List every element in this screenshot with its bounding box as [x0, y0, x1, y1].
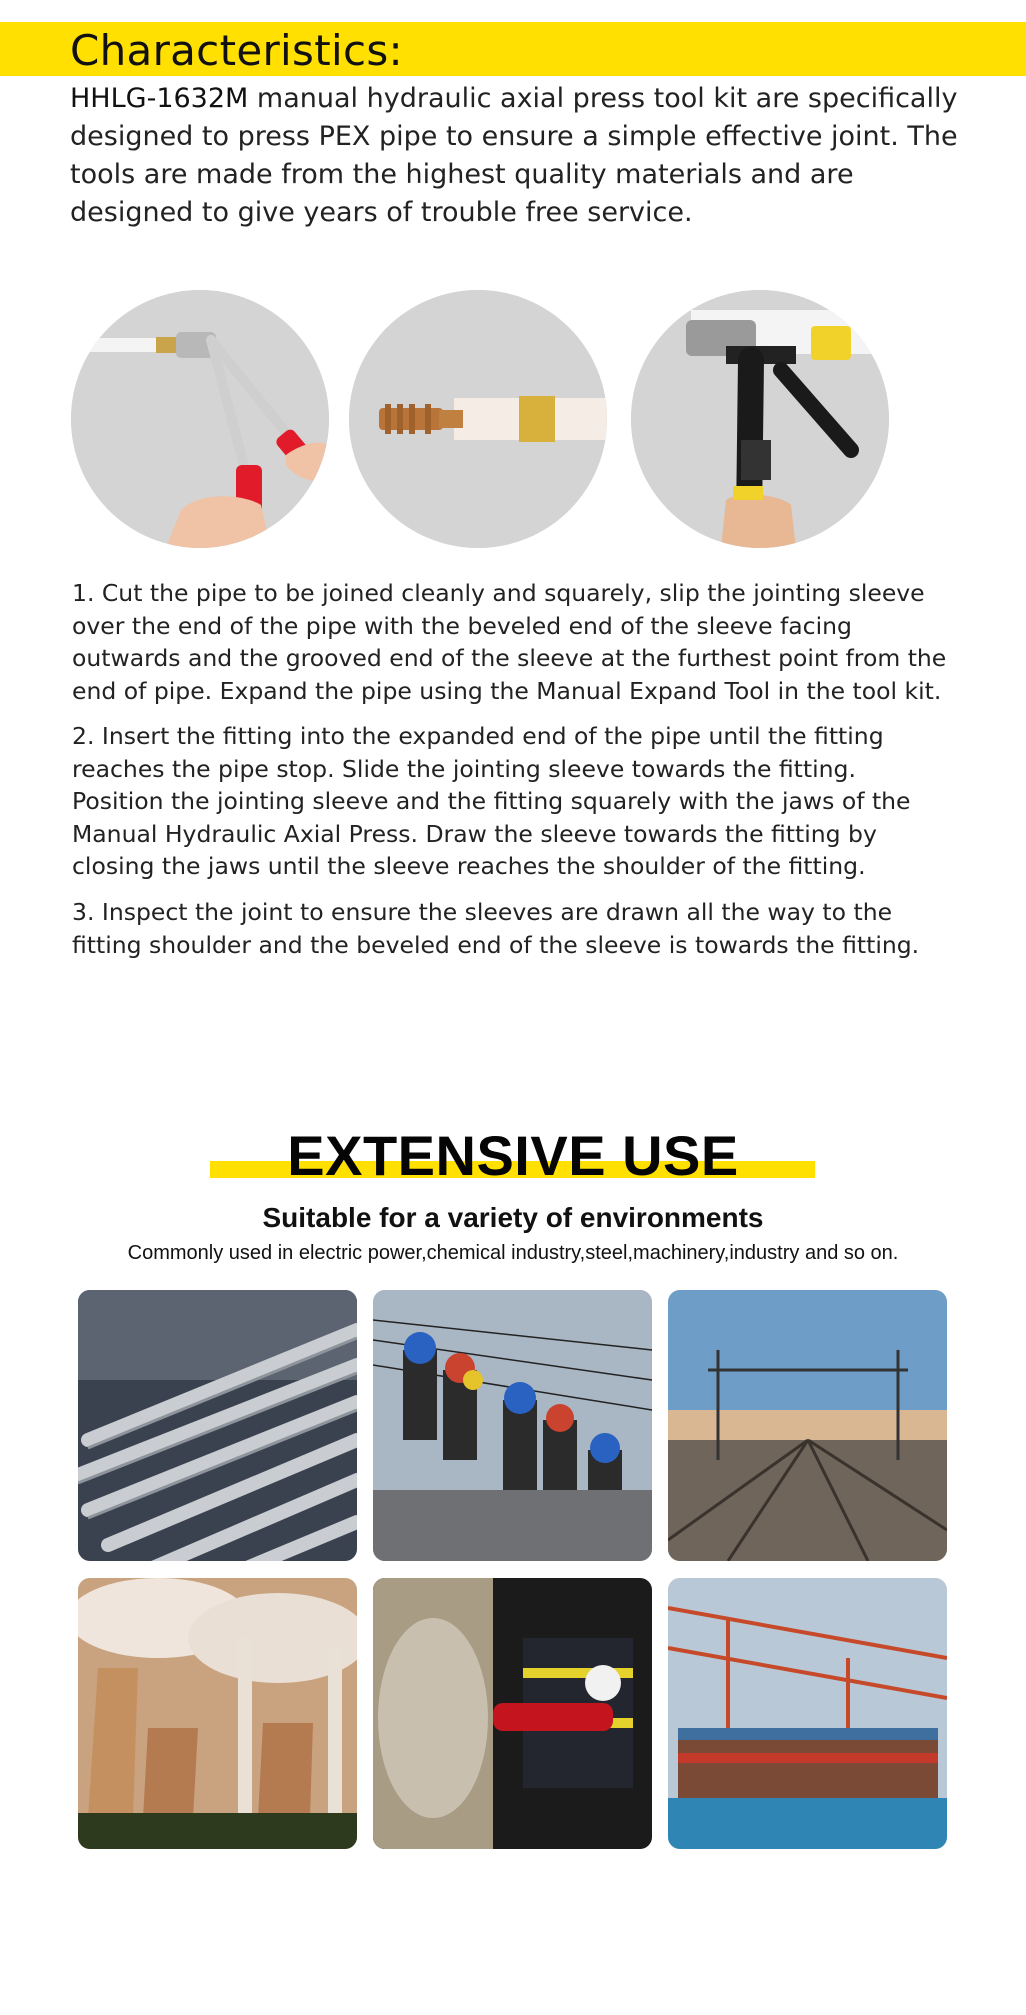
expand-tool-illustration	[71, 290, 329, 548]
step-1: 1. Cut the pipe to be joined cleanly and squarely, slip the jointing sleeve over the end of the pipe with the beveled end of the sleeve facing outwards and the grooved end of the sleeve at the furthest point from the end of pipe. Expand the pipe using the Manual Expand Tool in the tool kit.	[72, 579, 947, 705]
fitting-and-pipe-illustration	[349, 290, 607, 548]
electric-insulators-photo	[373, 1290, 652, 1561]
intro-text: manual hydraulic axial press tool kit are specifically designed to press PEX pipe to ensure a simple effective joint. The tools are made from the highest quality materials and are designed to give years of trouble free service.	[70, 83, 958, 228]
port-cranes-photo	[668, 1578, 947, 1849]
cooling-towers-photo	[78, 1578, 357, 1849]
intro-paragraph	[70, 80, 960, 232]
step-3: 3. Inspect the joint to ensure the sleeves are drawn all the way to the fitting shoulder and the beveled end of the sleeve is towards the fitting.	[72, 898, 920, 959]
pipes-photo	[78, 1290, 357, 1561]
step-2: 2. Insert the fitting into the expanded end of the pipe until the fitting reaches the pipe stop. Slide the jointing sleeve towards the fitting. Position the jointing sleeve and the fitting squarely with the jaws of the Manual Hydraulic Axial Press. Draw the sleeve towards the fitting by closing the jaws until the sleeve reaches the shoulder of the fitting.	[72, 722, 911, 880]
extensive-subtitle: Suitable for a variety of environments	[262, 1202, 764, 1233]
extensive-description: Commonly used in electric power,chemical industry,steel,machinery,industry and so on.	[127, 1242, 899, 1264]
firefighter-rescue-photo	[373, 1578, 652, 1849]
extensive-use-title: EXTENSIVE USE	[287, 1124, 739, 1187]
model-number: HHLG-1632M	[70, 83, 249, 114]
railway-photo	[668, 1290, 947, 1561]
axial-press-illustration	[631, 290, 889, 548]
characteristics-title: Characteristics:	[70, 26, 403, 75]
